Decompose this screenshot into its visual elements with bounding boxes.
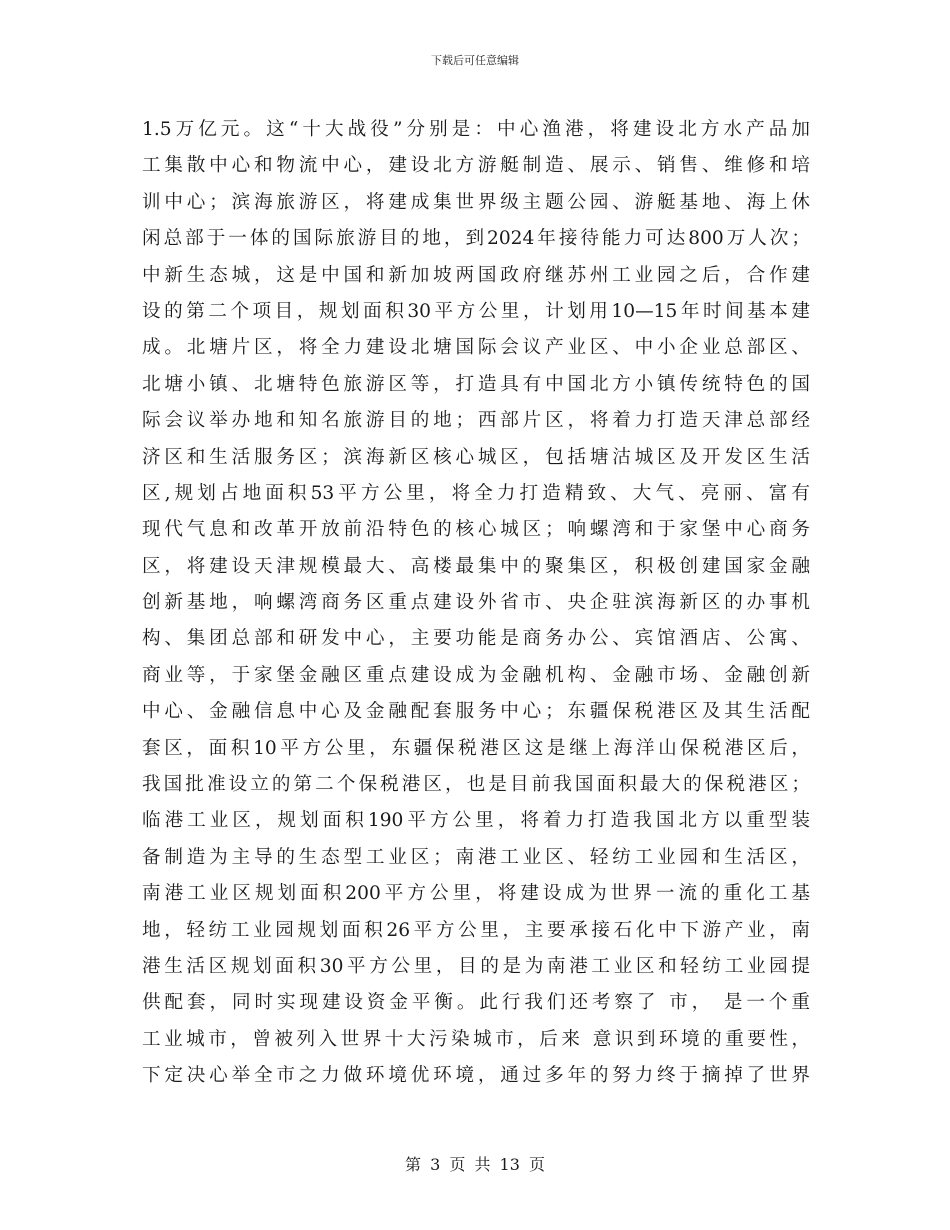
paragraph-line: 创新基地，响螺湾商务区重点建设外省市、央企驻滨海新区的办事机 bbox=[142, 592, 810, 614]
paragraph-line: 中心、金融信息中心及金融配套服务中心；东疆保税港区及其生活配 bbox=[142, 701, 810, 723]
paragraph-line: 套区，面积10平方公里，东疆保税港区这是继上海洋山保税港区后， bbox=[142, 737, 810, 759]
document-body bbox=[142, 112, 810, 1095]
page-header: 下载后可任意编辑 bbox=[431, 54, 519, 67]
paragraph-line: 济区和生活服务区；滨海新区核心城区，包括塘沽城区及开发区生活 bbox=[142, 446, 810, 468]
paragraph-line: 工业城市，曾被列入世界十大污染城市，后来 意识到环境的重要性， bbox=[142, 1028, 810, 1050]
paragraph-line: 我国批准设立的第二个保税港区，也是目前我国面积最大的保税港区； bbox=[142, 774, 810, 796]
paragraph-line: 地，轻纺工业园规划面积26平方公里，主要承接石化中下游产业，南 bbox=[142, 919, 810, 941]
paragraph-line: 区,规划占地面积53平方公里，将全力打造精致、大气、亮丽、富有 bbox=[142, 482, 810, 504]
paragraph-line: 中新生态城，这是中国和新加坡两国政府继苏州工业园之后，合作建 bbox=[142, 264, 810, 286]
paragraph-line: 构、集团总部和研发中心，主要功能是商务办公、宾馆酒店、公寓、 bbox=[142, 628, 810, 650]
paragraph-line: 训中心；滨海旅游区，将建成集世界级主题公园、游艇基地、海上休 bbox=[142, 191, 810, 213]
paragraph-line: 北塘小镇、北塘特色旅游区等，打造具有中国北方小镇传统特色的国 bbox=[142, 373, 810, 395]
paragraph-line: 商业等，于家堡金融区重点建设成为金融机构、金融市场、金融创新 bbox=[142, 664, 810, 686]
paragraph-line: 区，将建设天津规模最大、高楼最集中的聚集区，积极创建国家金融 bbox=[142, 555, 810, 577]
paragraph-line: 南港工业区规划面积200平方公里，将建设成为世界一流的重化工基 bbox=[142, 883, 810, 905]
paragraph-line: 下定决心举全市之力做环境优环境，通过多年的努力终于摘掉了世界 bbox=[142, 1065, 810, 1087]
paragraph-line: 现代气息和改革开放前沿特色的核心城区；响螺湾和于家堡中心商务 bbox=[142, 519, 810, 541]
paragraph-line: 工集散中心和物流中心，建设北方游艇制造、展示、销售、维修和培 bbox=[142, 155, 810, 177]
page-footer: 第 3 页 共 13 页 bbox=[405, 1155, 545, 1174]
paragraph-line: 设的第二个项目，规划面积30平方公里，计划用10—15年时间基本建 bbox=[142, 300, 810, 322]
paragraph-line: 际会议举办地和知名旅游目的地；西部片区，将着力打造天津总部经 bbox=[142, 410, 810, 432]
paragraph-line: 临港工业区，规划面积190平方公里，将着力打造我国北方以重型装 bbox=[142, 810, 810, 832]
paragraph-line: 1.5万亿元。这“十大战役”分别是：中心渔港，将建设北方水产品加 bbox=[142, 119, 810, 140]
paragraph-line: 供配套，同时实现建设资金平衡。此行我们还考察了 市， 是一个重 bbox=[142, 992, 810, 1014]
paragraph-line: 港生活区规划面积30平方公里，目的是为南港工业区和轻纺工业园提 bbox=[142, 955, 810, 977]
paragraph-line: 成。北塘片区，将全力建设北塘国际会议产业区、中小企业总部区、 bbox=[142, 337, 810, 359]
paragraph-line: 备制造为主导的生态型工业区；南港工业区、轻纺工业园和生活区， bbox=[142, 846, 810, 868]
paragraph-line: 闲总部于一体的国际旅游目的地，到2024年接待能力可达800万人次； bbox=[142, 228, 810, 250]
